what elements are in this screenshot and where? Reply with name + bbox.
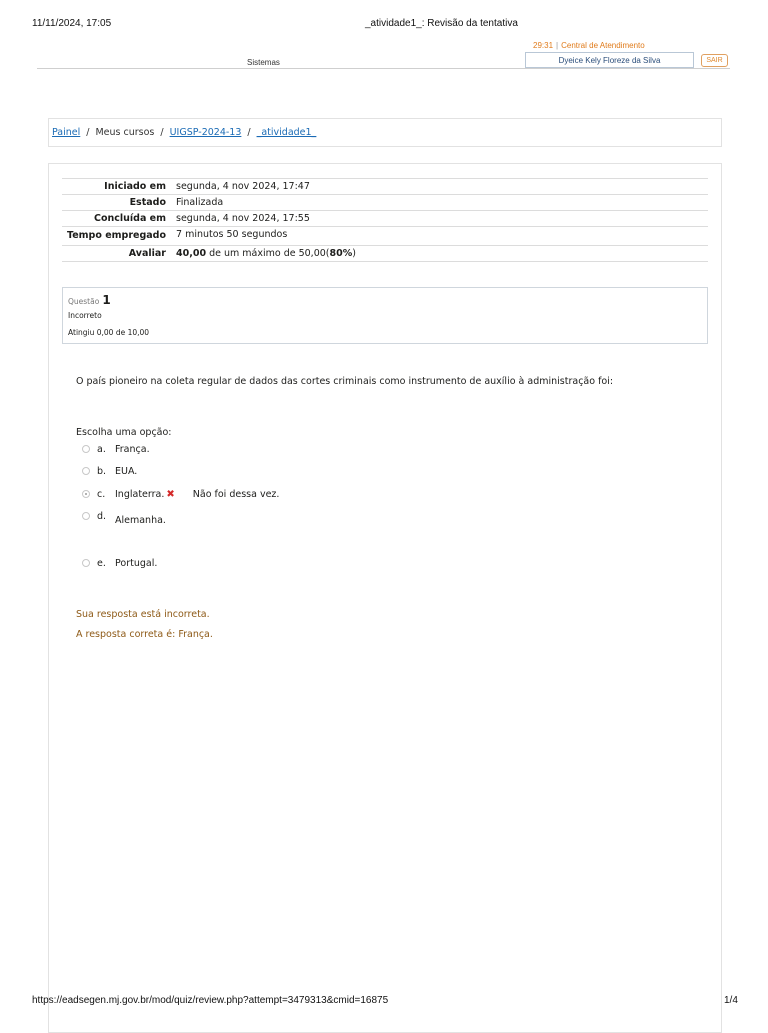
radio-button-selected[interactable] [82, 490, 90, 498]
grade-max: de um máximo de 50,00( [206, 248, 330, 259]
question-label-text: Questão [68, 297, 100, 306]
option-text-wrap [115, 489, 279, 500]
breadcrumb-separator: / [86, 127, 90, 138]
feedback-correct-answer: A resposta correta é: França. [76, 629, 213, 640]
breadcrumb [48, 118, 722, 147]
breadcrumb-course[interactable]: UIGSP-2024-13 [169, 127, 242, 138]
radio-button[interactable] [82, 559, 90, 567]
summary-value: 7 minutos 50 segundos [171, 227, 708, 246]
summary-label: Estado [62, 195, 171, 211]
print-page-title: _atividade1_: Revisão da tentativa [365, 18, 518, 29]
option-text: Inglaterra. [115, 489, 165, 500]
summary-value: segunda, 4 nov 2024, 17:55 [171, 211, 708, 227]
question-info-box [62, 287, 708, 344]
grade-value [171, 246, 708, 262]
question-text: O país pioneiro na coleta regular de dados das cortes criminais como instrumento de auxílio à administração foi: [76, 376, 614, 387]
summary-row-grade [62, 246, 708, 262]
summary-value: segunda, 4 nov 2024, 17:47 [171, 179, 708, 195]
summary-row [62, 211, 708, 227]
option-feedback: Não foi dessa vez. [192, 489, 280, 500]
option-letter: b. [97, 466, 107, 477]
summary-row [62, 195, 708, 211]
radio-button[interactable] [82, 445, 90, 453]
breadcrumb-painel[interactable]: Painel [52, 127, 81, 138]
radio-button[interactable] [82, 512, 90, 520]
attempt-summary-table [62, 178, 708, 262]
print-footer-page: 1/4 [724, 995, 738, 1006]
answer-prompt: Escolha uma opção: [76, 427, 172, 438]
option-text: Alemanha. [115, 515, 166, 526]
option-letter: d. [97, 511, 107, 522]
summary-row [62, 179, 708, 195]
print-datetime: 11/11/2024, 17:05 [32, 18, 112, 29]
timer-separator: | [556, 41, 559, 50]
radio-button[interactable] [82, 467, 90, 475]
breadcrumb-meus-cursos: Meus cursos [95, 127, 155, 138]
breadcrumb-activity[interactable]: _atividade1_ [256, 127, 317, 138]
option-text: França. [115, 444, 150, 455]
option-letter: e. [97, 558, 106, 569]
breadcrumb-separator: / [160, 127, 164, 138]
option-text: EUA. [115, 466, 138, 477]
summary-label: Tempo empregado [62, 227, 171, 246]
breadcrumb-separator: / [247, 127, 251, 138]
help-center-link[interactable]: Central de Atendimento [561, 41, 645, 50]
logout-button[interactable]: SAIR [701, 54, 728, 67]
grade-score: 40,00 [176, 248, 207, 259]
incorrect-icon: ✖ [166, 489, 175, 500]
question-state: Incorreto [68, 311, 102, 320]
summary-label: Concluída em [62, 211, 171, 227]
summary-value: Finalizada [171, 195, 708, 211]
summary-label: Iniciado em [62, 179, 171, 195]
system-bar-divider [37, 68, 730, 69]
print-footer-url: https://eadsegen.mj.gov.br/mod/quiz/review.php?attempt=3479313&cmid=16875 [32, 995, 389, 1006]
system-bar-timer [533, 41, 645, 50]
user-name-box[interactable]: Dyeice Kely Floreze da Silva [525, 52, 694, 68]
sistemas-menu[interactable]: Sistemas [247, 58, 280, 67]
grade-close: ) [352, 248, 356, 259]
grade-percent: 80% [329, 248, 353, 259]
summary-row [62, 227, 708, 246]
option-letter: c. [97, 489, 106, 500]
question-number: 1 [102, 293, 111, 307]
option-letter: a. [97, 444, 106, 455]
option-text: Portugal. [115, 558, 158, 569]
feedback-incorrect: Sua resposta está incorreta. [76, 609, 210, 620]
summary-label: Avaliar [62, 246, 171, 262]
question-grade: Atingiu 0,00 de 10,00 [68, 328, 150, 337]
session-timer: 29:31 [533, 41, 554, 50]
question-label [68, 293, 111, 307]
